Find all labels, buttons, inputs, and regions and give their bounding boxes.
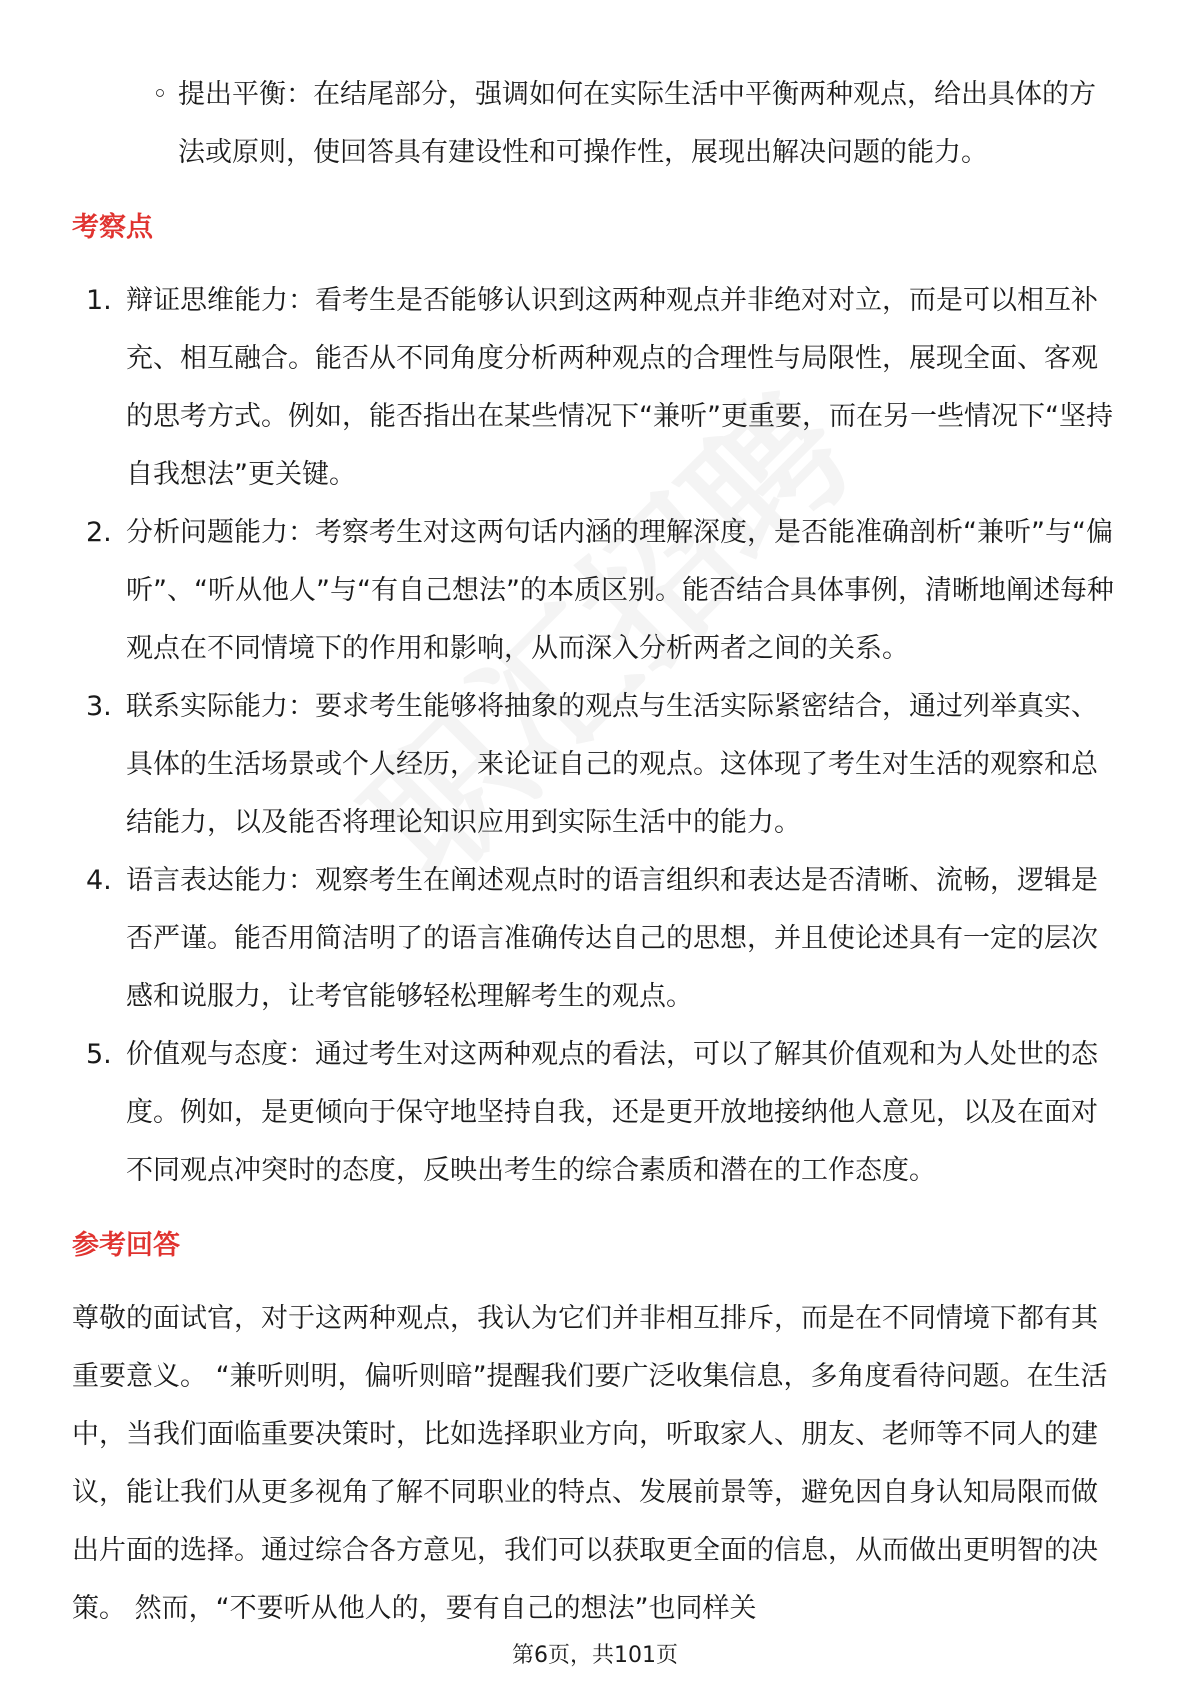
examination-points-list — [72, 272, 1122, 1200]
list-item — [72, 1026, 1122, 1200]
list-item-number: 4. — [86, 865, 112, 896]
list-item — [72, 272, 1122, 504]
list-item-text: 语言表达能力：观察考生在阐述观点时的语言组织和表达是否清晰、流畅，逻辑是否严谨。能否用简洁明了的语言准确传达自己的思想，并且使论述具有一定的层次感和说服力，让考官能够轻松理解考生的观点。 — [126, 865, 1098, 1012]
list-item-text: 价值观与态度：通过考生对这两种观点的看法，可以了解其价值观和为人处世的态度。例如，是更倾向于保守地坚持自我，还是更开放地接纳他人意见，以及在面对不同观点冲突时的态度，反映出考生的综合素质和潜在的工作态度。 — [126, 1039, 1098, 1186]
sub-bullet-text: 提出平衡：在结尾部分，强调如何在实际生活中平衡两种观点，给出具体的方法或原则，使回答具有建设性和可操作性，展现出解决问题的能力。 — [178, 79, 1096, 168]
list-item-text: 分析问题能力：考察考生对这两句话内涵的理解深度，是否能准确剖析“兼听”与“偏听”、“听从他人”与“有自己想法”的本质区别。能否结合具体事例，清晰地阐述每种观点在不同情境下的作用和影响，从而深入分析两者之间的关系。 — [126, 517, 1114, 664]
list-item-text: 辩证思维能力：看考生是否能够认识到这两种观点并非绝对对立，而是可以相互补充、相互融合。能否从不同角度分析两种观点的合理性与局限性，展现全面、客观的思考方式。例如，能否指出在某些情况下“兼听”更重要，而在另一些情况下“坚持自我想法”更关键。 — [126, 285, 1113, 490]
list-item — [72, 504, 1122, 678]
list-item-text: 联系实际能力：要求考生能够将抽象的观点与生活实际紧密结合，通过列举真实、具体的生活场景或个人经历，来论证自己的观点。这体现了考生对生活的观察和总结能力，以及能否将理论知识应用到实际生活中的能力。 — [126, 691, 1098, 838]
page-number-footer: 第6页，共101页 — [512, 1643, 678, 1668]
list-item-number: 3. — [86, 691, 112, 722]
list-item-number: 1. — [86, 285, 112, 316]
section-heading-examination-points: 考察点 — [72, 212, 153, 243]
sub-bullet-balance — [152, 66, 1112, 182]
list-item-number: 5. — [86, 1039, 112, 1070]
hollow-bullet-icon: ◦ — [152, 79, 168, 110]
list-item — [72, 678, 1122, 852]
section-heading-reference-answer: 参考回答 — [72, 1230, 180, 1261]
list-item — [72, 852, 1122, 1026]
reference-answer-paragraph: 尊敬的面试官，对于这两种观点，我认为它们并非相互排斥，而是在不同情境下都有其重要意义。 “兼听则明，偏听则暗”提醒我们要广泛收集信息，多角度看待问题。在生活中，当我们面临重要决策时，比如选择职业方向，听取家人、朋友、老师等不同人的建议，能让我们从更多视角了解不同职业的特点、发展前景等，避免因自身认知局限而做出片面的选择。通过综合各方意见，我们可以获取更全面的信息，从而做出更明智的决策。 然而，“不要听从他人的，要有自己的想法”也同样关 — [72, 1303, 1108, 1624]
list-item-number: 2. — [86, 517, 112, 548]
